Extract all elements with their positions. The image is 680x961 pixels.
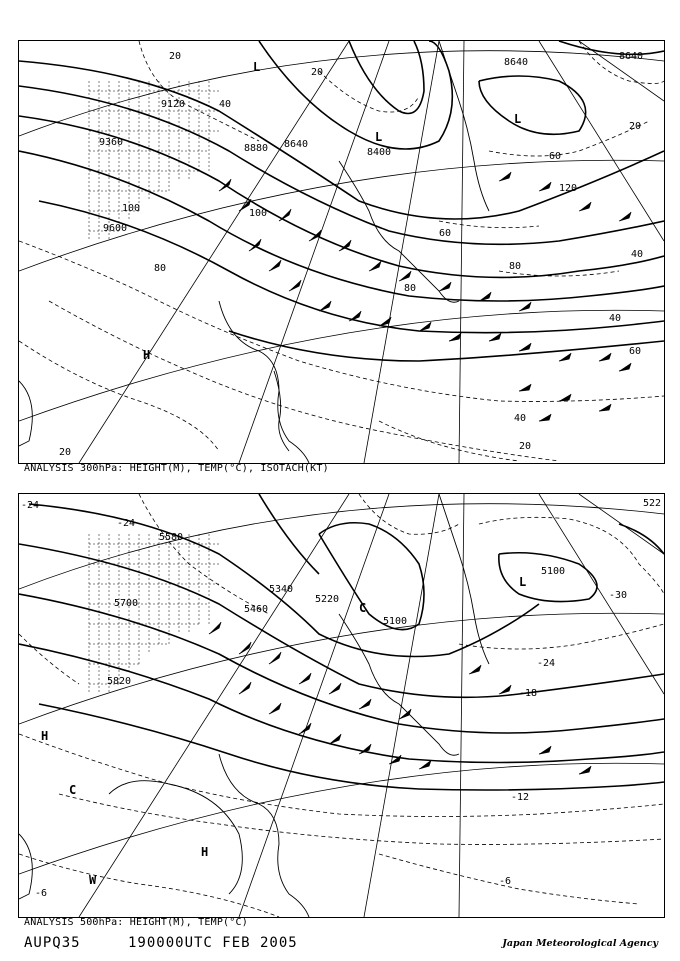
temperature-label: -24 bbox=[117, 518, 136, 529]
isotach-label: 80 bbox=[404, 283, 417, 294]
temperature-label: -24 bbox=[537, 658, 556, 669]
isotach-label: 20 bbox=[59, 447, 72, 458]
height-label: 8640 bbox=[619, 51, 644, 62]
low-center: L bbox=[519, 575, 527, 589]
valid-time: 190000UTC FEB 2005 bbox=[128, 935, 298, 951]
isotach-label: 60 bbox=[629, 346, 642, 357]
isotach-label: 100 bbox=[249, 208, 268, 219]
high-center: H bbox=[143, 348, 151, 362]
terrain-hatch bbox=[89, 81, 219, 241]
height-label: 5340 bbox=[269, 584, 294, 595]
isotach-label: 40 bbox=[631, 249, 644, 260]
height-contours bbox=[19, 494, 664, 790]
coastline bbox=[19, 41, 489, 463]
height-label: 5100 bbox=[383, 616, 408, 627]
low-center: L bbox=[514, 112, 522, 126]
map-500hpa bbox=[19, 494, 664, 917]
isotach-label: 20 bbox=[169, 51, 182, 62]
isotach-label: 120 bbox=[559, 183, 578, 194]
height-label: 9120 bbox=[161, 99, 186, 110]
height-label: 8400 bbox=[367, 147, 392, 158]
temperature-label: -18 bbox=[519, 688, 538, 699]
isotach-label: 40 bbox=[514, 413, 527, 424]
height-contours bbox=[19, 41, 664, 361]
warm-center: W bbox=[89, 873, 97, 887]
isotach-label: 60 bbox=[549, 151, 562, 162]
high-center: H bbox=[41, 729, 49, 743]
height-label: 5220 bbox=[315, 594, 340, 605]
height-label: 5820 bbox=[107, 676, 132, 687]
isotherm-contours bbox=[19, 494, 664, 917]
height-label: 9600 bbox=[103, 223, 128, 234]
isotach-label: 60 bbox=[439, 228, 452, 239]
isotach-label: 40 bbox=[219, 99, 232, 110]
isotach-label: 40 bbox=[609, 313, 622, 324]
height-label: 8640 bbox=[504, 57, 529, 68]
map-panel-500hpa bbox=[18, 493, 665, 918]
isotach-label: 20 bbox=[311, 67, 324, 78]
agency-credit: Japan Meteorological Agency bbox=[502, 938, 658, 949]
height-label: 5100 bbox=[541, 566, 566, 577]
height-label: 9360 bbox=[99, 137, 124, 148]
coastline bbox=[19, 494, 489, 917]
low-center: L bbox=[375, 130, 383, 144]
temperature-label: -30 bbox=[609, 590, 628, 601]
temperature-label: -6 bbox=[499, 876, 512, 887]
map-300hpa bbox=[19, 41, 664, 463]
isotach-label: 80 bbox=[509, 261, 522, 272]
high-center: H bbox=[201, 845, 209, 859]
cold-center: C bbox=[69, 783, 77, 797]
isotach-label: 100 bbox=[122, 203, 141, 214]
isotach-label: 20 bbox=[629, 121, 642, 132]
height-label: 5580 bbox=[159, 532, 184, 543]
cold-center: C bbox=[359, 601, 367, 615]
panel-caption-500hpa: ANALYSIS 500hPa: HEIGHT(M), TEMP(°C) bbox=[24, 917, 248, 928]
temperature-label: -24 bbox=[21, 500, 40, 511]
temperature-label: -12 bbox=[511, 792, 530, 803]
height-label: 522 bbox=[643, 498, 662, 509]
height-label: 5700 bbox=[114, 598, 139, 609]
height-label: 5460 bbox=[244, 604, 269, 615]
isotach-label: 80 bbox=[154, 263, 167, 274]
graticule bbox=[19, 494, 664, 917]
isotach-label: 20 bbox=[519, 441, 532, 452]
map-panel-300hpa bbox=[18, 40, 665, 464]
chart-code: AUPQ35 bbox=[24, 935, 81, 951]
temperature-label: -6 bbox=[35, 888, 48, 899]
low-center: L bbox=[253, 60, 261, 74]
height-label: 8640 bbox=[284, 139, 309, 150]
panel-caption-300hpa: ANALYSIS 300hPa: HEIGHT(M), TEMP(°C), ISOTACH(KT) bbox=[24, 463, 329, 474]
height-label: 8880 bbox=[244, 143, 269, 154]
